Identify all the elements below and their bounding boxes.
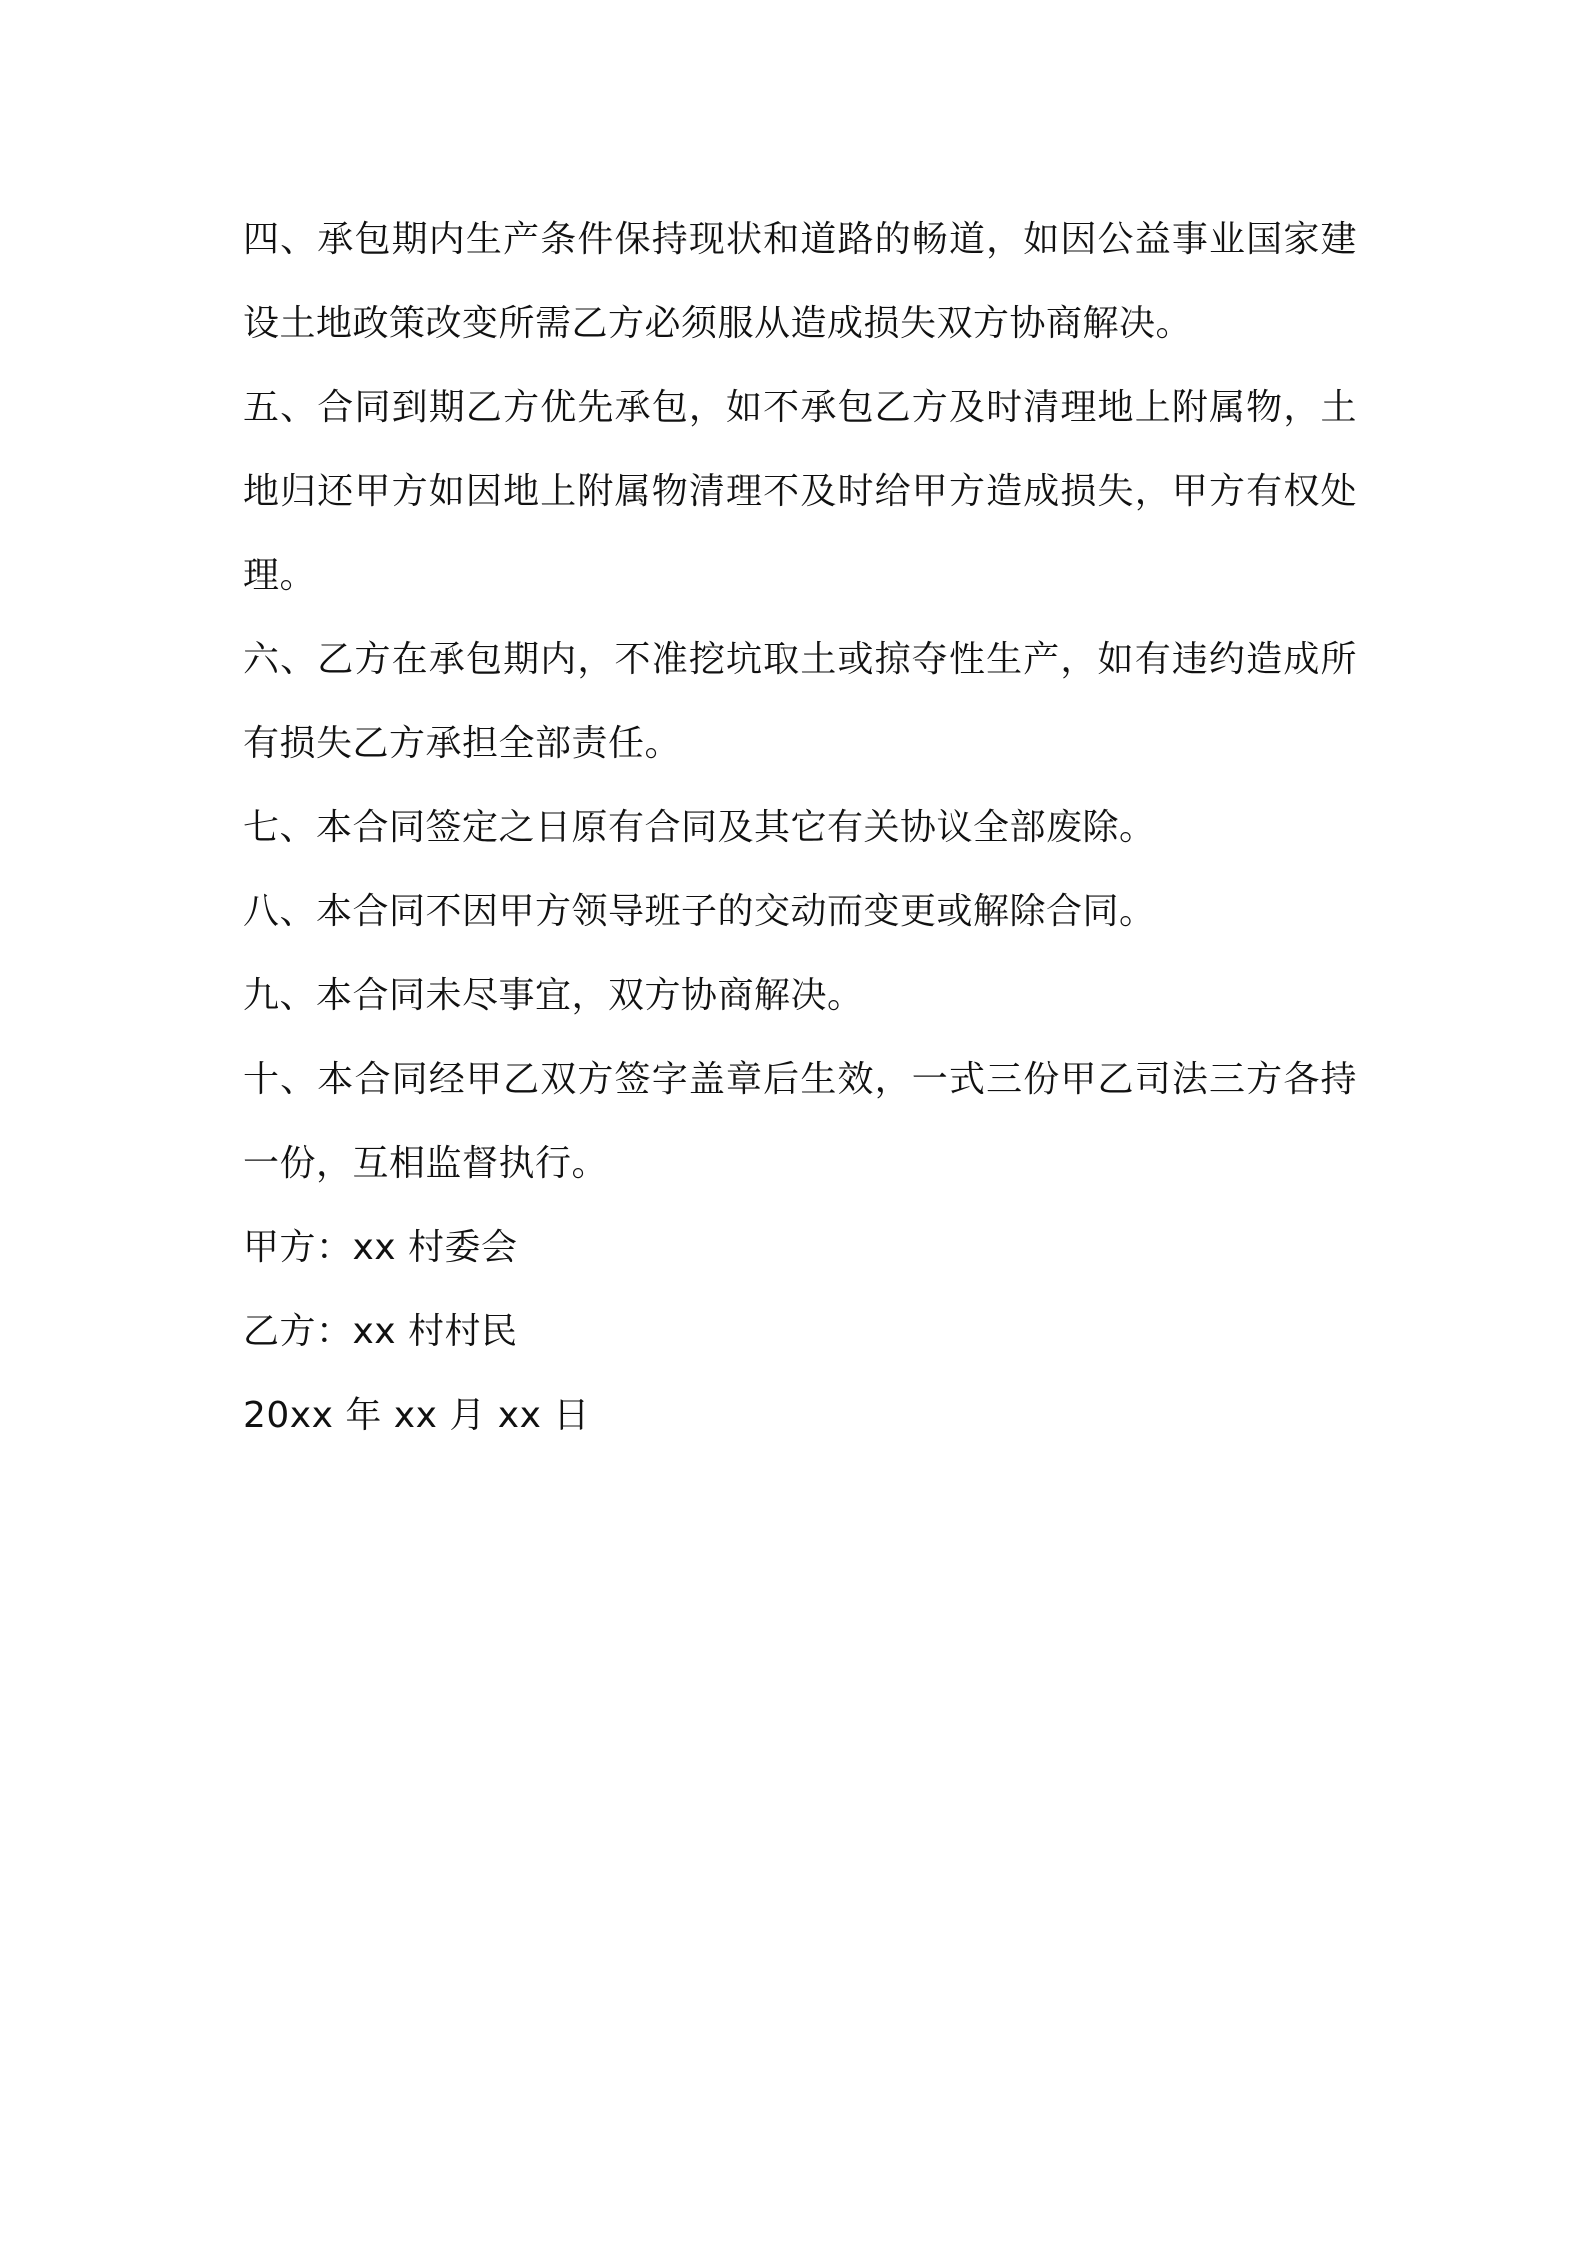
clause-5: 五、合同到期乙方优先承包，如不承包乙方及时清理地上附属物，土地归还甲方如因地上附属物清理不及时给甲方造成损失，甲方有权处理。 <box>243 387 1357 596</box>
clause-7: 七、本合同签定之日原有合同及其它有关协议全部废除。 <box>243 807 1156 848</box>
clause-8: 八、本合同不因甲方领导班子的交动而变更或解除合同。 <box>243 891 1156 932</box>
clause-6: 六、乙方在承包期内，不准挖坑取土或掠夺性生产，如有违约造成所有损失乙方承担全部责任。 <box>243 639 1357 764</box>
clause-10: 十、本合同经甲乙双方签字盖章后生效，一式三份甲乙司法三方各持一份，互相监督执行。 <box>243 1059 1357 1184</box>
clause-9: 九、本合同未尽事宜，双方协商解决。 <box>243 975 864 1016</box>
party-a-line: 甲方：xx 村委会 <box>243 1227 518 1268</box>
contract-body <box>243 198 1357 1458</box>
clause-4: 四、承包期内生产条件保持现状和道路的畅道，如因公益事业国家建设土地政策改变所需乙方必须服从造成损失双方协商解决。 <box>243 219 1357 344</box>
party-b-line: 乙方：xx 村村民 <box>243 1311 518 1352</box>
date-line: 20xx 年 xx 月 xx 日 <box>243 1395 590 1436</box>
